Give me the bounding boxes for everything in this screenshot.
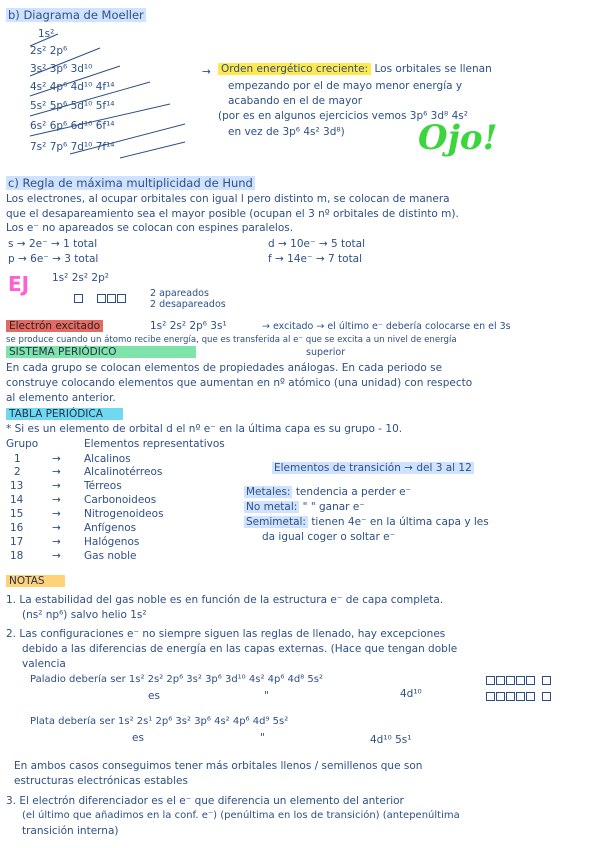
excitado-text-1: → excitado → el último e⁻ debería colocarse en el 3s: [262, 321, 511, 332]
paladio-boxes-1: [486, 674, 552, 686]
group-number: 13: [10, 480, 24, 492]
group-arrow: →: [52, 522, 61, 534]
orbital-box: [74, 294, 83, 303]
group-arrow: →: [52, 466, 61, 478]
ej-desapareados: 2 desapareados: [150, 299, 226, 310]
nota-2a: 2. Las configuraciones e⁻ no siempre siguen las reglas de llenado, hay excepciones: [6, 628, 446, 640]
group-number: 2: [14, 466, 21, 478]
sistema-p3: al elemento anterior.: [6, 392, 116, 404]
orbital-box: [526, 692, 535, 701]
nometal-label: No metal:: [246, 501, 298, 513]
group-name: Halógenos: [84, 536, 140, 548]
plata-line: Plata debería ser 1s² 2s¹ 2p⁶ 3s² 3p⁶ 4s² 4p⁶ 4d⁹ 5s²: [30, 716, 289, 727]
group-arrow: →: [52, 494, 61, 506]
orden-arrow: →: [202, 66, 211, 78]
plata-real: 4d¹⁰ 5s¹: [370, 734, 412, 746]
nota-2c: valencia: [22, 658, 66, 670]
hund-p1: Los electrones, al ocupar orbitales con igual l pero distinto m, se colocan de manera: [6, 193, 450, 205]
hund-p-row: p → 6e⁻ → 3 total: [8, 253, 99, 265]
metales-line: [244, 486, 411, 498]
hund-p3: Los e⁻ no apareados se colocan con espines paralelos.: [6, 222, 294, 234]
excitado-config: 1s² 2s² 2p⁶ 3s¹: [150, 320, 227, 332]
sistema-p1: En cada grupo se colocan elementos de propiedades análogas. En cada periodo se: [6, 362, 443, 374]
orbital-box: [107, 294, 116, 303]
orbital-box: [516, 676, 525, 685]
orbital-box: [486, 676, 495, 685]
semimetal-label: Semimetal:: [246, 516, 306, 528]
sistema-p2: construye colocando elementos que aumentan en nº atómico (una unidad) con respecto: [6, 377, 473, 389]
orbital-box: [506, 692, 515, 701]
group-number: 14: [10, 494, 24, 506]
moeller-title-text: b) Diagrama de Moeller: [8, 8, 144, 22]
transicion: [272, 462, 474, 474]
semimetal-line-2: da igual coger o soltar e⁻: [262, 531, 396, 543]
ej-box-2s: [74, 292, 84, 304]
group-name: Gas noble: [84, 550, 137, 562]
orbital-box: [117, 294, 126, 303]
paladio-quote: ": [264, 690, 269, 702]
nota-2b: debido a las diferencias de energía en las capas externas. (Hace que tengan doble: [22, 643, 458, 655]
orbital-box: [496, 692, 505, 701]
notas-label: [6, 575, 65, 587]
ej-orbital-boxes: [74, 292, 127, 304]
nota-3a: 3. El electrón diferenciador es el e⁻ que diferencia un elemento del anterior: [6, 795, 404, 807]
nota-1a: 1. La estabilidad del gas noble es en función de la estructura e⁻ de capa completa.: [6, 594, 444, 606]
group-name: Anfígenos: [84, 522, 137, 534]
group-name: Térreos: [84, 480, 122, 492]
sistema-label-text: SISTEMA PERIÓDICO: [6, 346, 196, 358]
ej-box-2p: [97, 292, 127, 304]
tabla-note: * Si es un elemento de orbital d el nº e⁻ en la última capa es su grupo - 10.: [6, 423, 403, 435]
orden-line-4: (por es en algunos ejercicios vemos 3p⁶ 3d⁸ 4s²: [218, 110, 468, 122]
ambos-1: En ambos casos conseguimos tener más orbitales llenos / semillenos que son: [14, 760, 423, 772]
nota-3b: (el último que añadimos en la conf. e⁻) (penúltima en los de transición) (antepenúltima: [22, 810, 460, 821]
transicion-text: Elementos de transición → del 3 al 12: [274, 462, 472, 474]
tabla-col-elementos: Elementos representativos: [84, 438, 225, 450]
moeller-title: [6, 8, 146, 22]
orden-line-1: [218, 63, 492, 75]
orbital-box: [496, 676, 505, 685]
hund-title: [6, 176, 255, 190]
hund-title-text: c) Regla de máxima multiplicidad de Hund: [8, 176, 253, 190]
ej-config: 1s² 2s² 2p²: [52, 272, 109, 284]
moeller-diagonal-arrows: [10, 24, 210, 164]
orbital-box: [516, 692, 525, 701]
group-name: Alcalinotérreos: [84, 466, 163, 478]
orbital-box: [506, 676, 515, 685]
moeller-row: 1s²: [38, 28, 55, 40]
moeller-row: 3s² 3p⁶ 3d¹⁰: [30, 63, 93, 75]
orden-line-2: empezando por el de mayo menor energía y: [228, 80, 463, 92]
group-arrow: →: [52, 453, 61, 465]
paladio-real: 4d¹⁰: [400, 688, 422, 700]
group-number: 18: [10, 550, 24, 562]
nometal-text: " " ganar e⁻: [302, 501, 365, 513]
semimetal-text-1: tienen 4e⁻ en la última capa y les: [311, 516, 489, 528]
ej-label: EJ: [8, 272, 30, 296]
group-number: 16: [10, 522, 24, 534]
excitado-text-2: se produce cuando un átomo recibe energía, que es transferida al e⁻ que se excita a un nivel de energía: [6, 335, 457, 345]
moeller-row: 5s² 5p⁶ 5d¹⁰ 5f¹⁴: [30, 100, 115, 112]
group-arrow: →: [52, 508, 61, 520]
orden-text-1: Los orbitales se llenan: [374, 63, 492, 75]
orbital-box: [526, 676, 535, 685]
group-name: Carbonoideos: [84, 494, 157, 506]
orden-line-5: en vez de 3p⁶ 4s² 3d⁸): [228, 126, 345, 138]
orbital-box: [542, 676, 551, 685]
paladio-line: Paladio debería ser 1s² 2s² 2p⁶ 3s² 3p⁶ 3d¹⁰ 4s² 4p⁶ 4d⁸ 5s²: [30, 674, 324, 685]
orbital-box: [542, 692, 551, 701]
tabla-label: [6, 408, 123, 420]
moeller-row: 7s² 7p⁶ 7d¹⁰ 7f¹⁴: [30, 141, 115, 153]
plata-es: es: [132, 732, 144, 744]
group-arrow: →: [52, 550, 61, 562]
semimetal-line: [244, 516, 489, 528]
ej-apareados: 2 apareados: [150, 288, 209, 299]
excitado-label: [6, 320, 103, 332]
orden-line-3: acabando en el de mayor: [228, 95, 363, 107]
excitado-text-3: superior: [306, 347, 346, 358]
group-number: 1: [14, 453, 21, 465]
nometal-line: [244, 501, 365, 513]
group-name: Nitrogenoideos: [84, 508, 164, 520]
orbital-box: [486, 692, 495, 701]
ojo-note: Ojo!: [418, 118, 498, 158]
paladio-boxes-2: [486, 690, 552, 702]
orden-label: Orden energético creciente:: [218, 63, 371, 75]
metales-label: Metales:: [246, 486, 291, 498]
group-arrow: →: [52, 536, 61, 548]
ambos-2: estructuras electrónicas estables: [14, 775, 188, 787]
paladio-es: es: [148, 690, 160, 702]
notas-label-text: NOTAS: [6, 575, 65, 587]
nota-1b: (ns² np⁶) salvo helio 1s²: [22, 609, 147, 621]
moeller-row: 4s² 4p⁶ 4d¹⁰ 4f¹⁴: [30, 81, 115, 93]
excitado-label-text: Electrón excitado: [6, 320, 103, 332]
group-number: 15: [10, 508, 24, 520]
moeller-row: 2s² 2p⁶: [30, 45, 68, 57]
group-number: 17: [10, 536, 24, 548]
group-arrow: →: [52, 480, 61, 492]
tabla-col-grupo: Grupo: [6, 438, 39, 450]
moeller-row: 6s² 6p⁶ 6d¹⁰ 6f¹⁴: [30, 120, 115, 132]
sistema-label: [6, 346, 196, 358]
metales-text: tendencia a perder e⁻: [295, 486, 412, 498]
group-name: Alcalinos: [84, 453, 131, 465]
plata-quote: ": [260, 732, 265, 744]
hund-d-row: d → 10e⁻ → 5 total: [268, 238, 366, 250]
hund-s-row: s → 2e⁻ → 1 total: [8, 238, 98, 250]
tabla-label-text: TABLA PERIÓDICA: [6, 408, 123, 420]
hund-p2: que el desapareamiento sea el mayor posible (ocupan el 3 nº orbitales de distinto m).: [6, 208, 459, 220]
hund-f-row: f → 14e⁻ → 7 total: [268, 253, 363, 265]
orbital-box: [97, 294, 106, 303]
nota-3c: transición interna): [22, 825, 119, 837]
